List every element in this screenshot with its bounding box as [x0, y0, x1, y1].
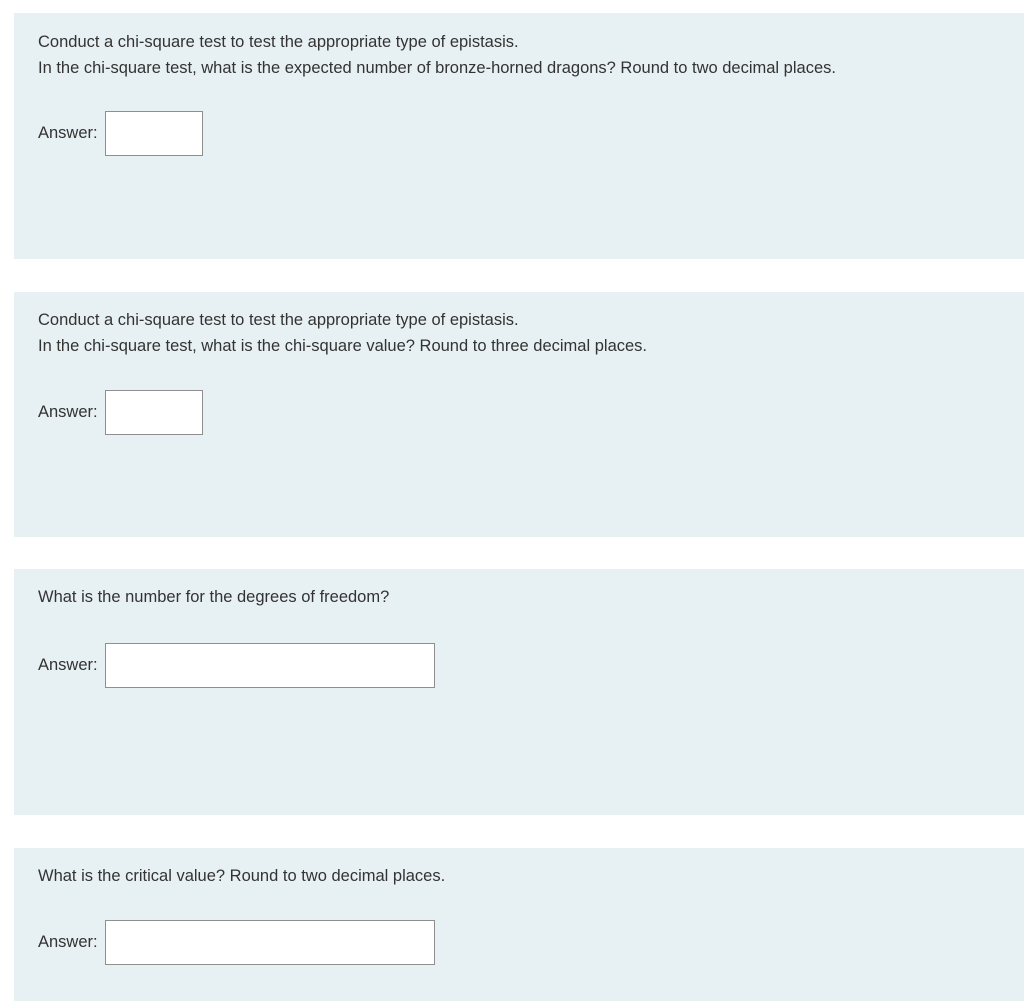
question-1-text [38, 29, 836, 81]
question-1-line-2: In the chi-square test, what is the expected number of bronze-horned dragons? Round to two decimal places. [38, 59, 836, 77]
question-3-text [38, 584, 389, 610]
question-3-panel [14, 569, 1024, 815]
question-4-panel [14, 848, 1024, 1001]
question-4-answer-label: Answer: [38, 933, 98, 951]
question-2-line-2: In the chi-square test, what is the chi-square value? Round to three decimal places. [38, 337, 648, 355]
question-4-answer-row [38, 920, 435, 965]
question-1-panel [14, 13, 1024, 259]
question-4-text [38, 863, 445, 889]
question-4-line-1: What is the critical value? Round to two decimal places. [38, 867, 446, 885]
question-3-line-1: What is the number for the degrees of freedom? [38, 588, 390, 606]
question-3-answer-input[interactable] [105, 643, 435, 688]
question-2-answer-row [38, 390, 203, 435]
question-1-answer-row [38, 111, 203, 156]
question-3-answer-label: Answer: [38, 656, 98, 674]
question-4-answer-input[interactable] [105, 920, 435, 965]
question-2-answer-label: Answer: [38, 403, 98, 421]
question-3-answer-row [38, 643, 435, 688]
question-1-answer-input[interactable] [105, 111, 203, 156]
question-2-answer-input[interactable] [105, 390, 203, 435]
question-1-line-1: Conduct a chi-square test to test the appropriate type of epistasis. [38, 33, 519, 51]
question-1-answer-label: Answer: [38, 124, 98, 142]
question-2-text [38, 307, 647, 359]
question-2-panel [14, 292, 1024, 537]
question-2-line-1: Conduct a chi-square test to test the appropriate type of epistasis. [38, 311, 519, 329]
